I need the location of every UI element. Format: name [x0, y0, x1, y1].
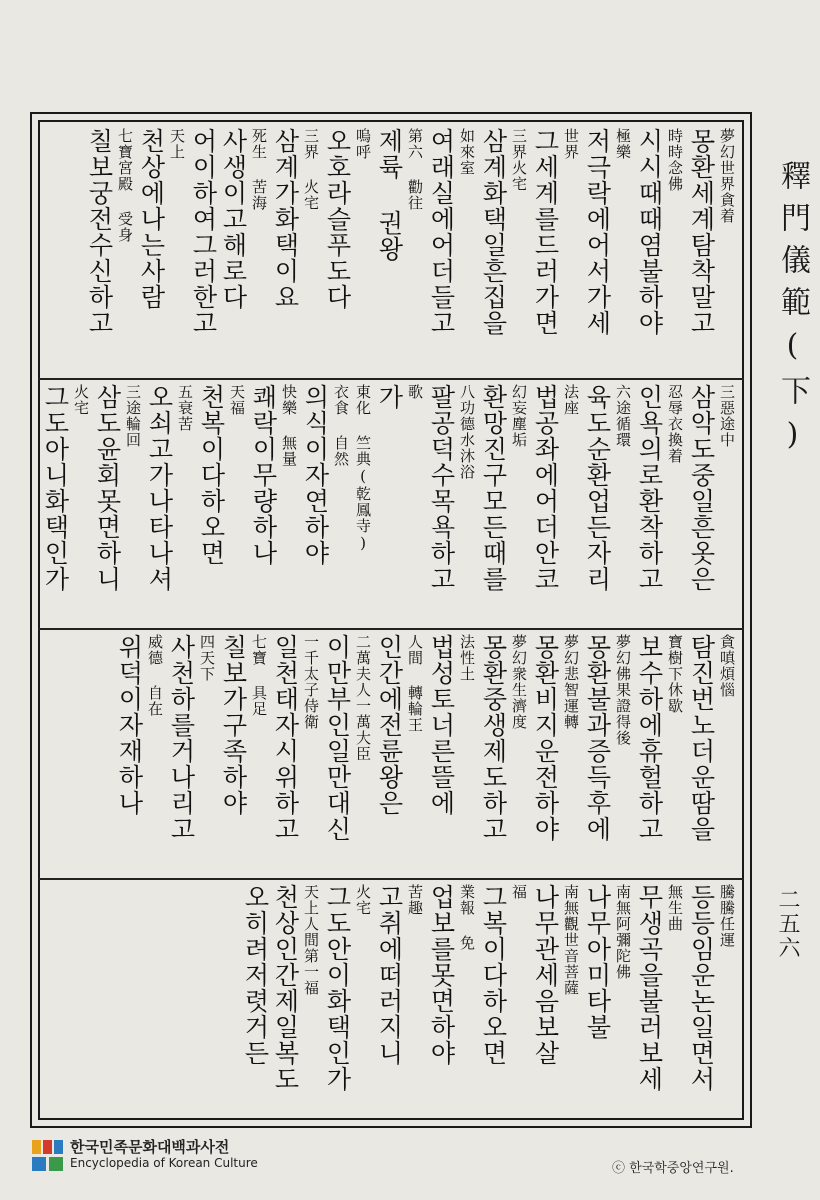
text-column: 八功德水沐浴: [458, 384, 476, 480]
text-column: 이만부인일만대신: [323, 634, 352, 842]
text-column: 如來室: [458, 128, 476, 176]
text-column: 등등임운논일면서: [687, 884, 716, 1092]
text-column: 사천하를거나리고: [167, 634, 196, 842]
text-column: 오쇠고가나타나셔: [145, 384, 174, 592]
text-column: 嗚呼: [354, 128, 372, 160]
text-column: 저극락에어서가세: [583, 128, 612, 336]
text-column: 몽환중생제도하고: [479, 634, 508, 842]
text-column: 幻妄塵垢: [510, 384, 528, 448]
text-column: 寶樹下休歇: [666, 634, 684, 714]
text-column: 時時念佛: [666, 128, 684, 192]
text-column: 그도아니화택인가: [41, 384, 70, 592]
text-column: 火宅: [354, 884, 372, 916]
text-column: 天上人間第一福: [302, 884, 320, 996]
text-column: 삼도윤회못면하니: [93, 384, 122, 592]
text-column: 法座: [562, 384, 580, 416]
text-column: 삼악도중일흔옷은: [687, 384, 716, 592]
text-column: 어이하여그러한고: [189, 128, 218, 336]
text-column: 東化 竺典(乾鳳寺): [354, 384, 372, 553]
section-divider: [38, 378, 744, 380]
text-section-3: [46, 634, 736, 874]
text-column: 나무관세음보살: [531, 884, 560, 1066]
text-column: 제륙 권왕: [375, 128, 404, 262]
text-column: 七寶 具足: [250, 634, 268, 717]
text-column: 人間 轉輪王: [406, 634, 424, 733]
text-column: 칠보궁전수신하고: [85, 128, 114, 336]
text-column: 世界: [562, 128, 580, 160]
text-column: 威德 自在: [146, 634, 164, 717]
text-section-4: [46, 884, 736, 1116]
text-section-1: [46, 128, 736, 373]
text-column: 가: [375, 384, 404, 410]
text-column: 의식이자연하야: [301, 384, 330, 566]
text-column: 삼계가화택이요: [271, 128, 300, 310]
text-column: 夢幻世界貪着: [718, 128, 736, 224]
text-column: 貪嗔煩惱: [718, 634, 736, 698]
text-column: 火宅: [72, 384, 90, 416]
text-column: 騰騰任運: [718, 884, 736, 948]
text-section-2: [41, 384, 736, 624]
text-column: 夢幻悲智運轉: [562, 634, 580, 730]
text-column: 업보를못면하야: [427, 884, 456, 1066]
text-column: 법성토너른뜰에: [427, 634, 456, 816]
brand-english: Encyclopedia of Korean Culture: [70, 1156, 258, 1170]
text-column: 그도안이화택인가: [323, 884, 352, 1092]
text-column: 천상에나는사람: [137, 128, 166, 310]
text-column: 二萬夫人一萬大臣: [354, 634, 372, 762]
text-column: 第六 勸往: [406, 128, 424, 211]
text-column: 탐진번노더운땀을: [687, 634, 716, 842]
text-column: 無生曲: [666, 884, 684, 932]
text-column: 三界火宅: [510, 128, 528, 192]
text-column: 보수하에휴헐하고: [635, 634, 664, 842]
text-column: 歌: [406, 384, 424, 400]
text-column: 死生 苦海: [250, 128, 268, 211]
text-column: 그세계를드러가면: [531, 128, 560, 336]
text-column: 인욕의로환착하고: [635, 384, 664, 592]
text-column: 오히려저렷거든: [241, 884, 270, 1066]
text-column: 무생곡을불러보세: [635, 884, 664, 1092]
text-column: 몽환비지운전하야: [531, 634, 560, 842]
text-column: 天福: [228, 384, 246, 416]
text-column: 三途輪回: [124, 384, 142, 448]
text-column: 夢幻佛果證得後: [614, 634, 632, 746]
text-column: 業報 免: [458, 884, 476, 951]
text-column: 忍辱衣換着: [666, 384, 684, 464]
section-divider: [38, 878, 744, 880]
page-number: 二五六: [775, 888, 800, 960]
text-column: 칠보가구족하야: [219, 634, 248, 816]
encyclopedia-logo-icon: [30, 1138, 66, 1174]
text-column: 衣食 自然: [332, 384, 350, 467]
text-column: 六途循環: [614, 384, 632, 448]
text-column: 南無觀世音菩薩: [562, 884, 580, 996]
text-column: 오호라슬푸도다: [323, 128, 352, 310]
text-column: 삼계화택일흔집을: [479, 128, 508, 336]
text-column: 팔공덕수목욕하고: [427, 384, 456, 592]
text-column: 七寶宮殿 受身: [116, 128, 134, 243]
text-column: 환망진구모든때를: [479, 384, 508, 592]
text-column: 快樂 無量: [280, 384, 298, 467]
text-column: 사생이고해로다: [219, 128, 248, 310]
text-column: 위덕이자재하나: [115, 634, 144, 816]
text-column: 南無阿彌陀佛: [614, 884, 632, 980]
text-column: 三惡途中: [718, 384, 736, 448]
text-column: 몽환세계탐착말고: [687, 128, 716, 336]
text-column: 苦趣: [406, 884, 424, 916]
brand-korean: 한국민족문화대백과사전: [70, 1138, 230, 1156]
text-column: 쾌락이무량하나: [249, 384, 278, 566]
text-column: 인간에전륜왕은: [375, 634, 404, 816]
text-column: 極樂: [614, 128, 632, 160]
text-column: 一千太子侍衛: [302, 634, 320, 730]
text-column: 五衰苦: [176, 384, 194, 432]
text-column: 法性土: [458, 634, 476, 682]
text-column: 그복이다하오면: [479, 884, 508, 1066]
text-column: 일천태자시위하고: [271, 634, 300, 842]
book-title: 釋門儀範(下): [775, 160, 810, 464]
text-column: 고취에떠러지니: [375, 884, 404, 1066]
text-column: 여래실에어더들고: [427, 128, 456, 336]
text-column: 夢幻衆生濟度: [510, 634, 528, 730]
text-column: 나무아미타불: [583, 884, 612, 1040]
text-column: 三界 火宅: [302, 128, 320, 211]
text-column: 법공좌에어더안코: [531, 384, 560, 592]
text-column: 천상인간제일복도: [271, 884, 300, 1092]
section-divider: [38, 628, 744, 630]
text-column: 四天下: [198, 634, 216, 682]
text-column: 福: [510, 884, 528, 900]
text-column: 몽환불과증득후에: [583, 634, 612, 842]
text-column: 시시때때염불하야: [635, 128, 664, 336]
text-column: 天上: [168, 128, 186, 160]
text-column: 천복이다하오면: [197, 384, 226, 566]
copyright-text: ⓒ 한국학중앙연구원.: [612, 1161, 734, 1176]
text-column: 육도순환업든자리: [583, 384, 612, 592]
